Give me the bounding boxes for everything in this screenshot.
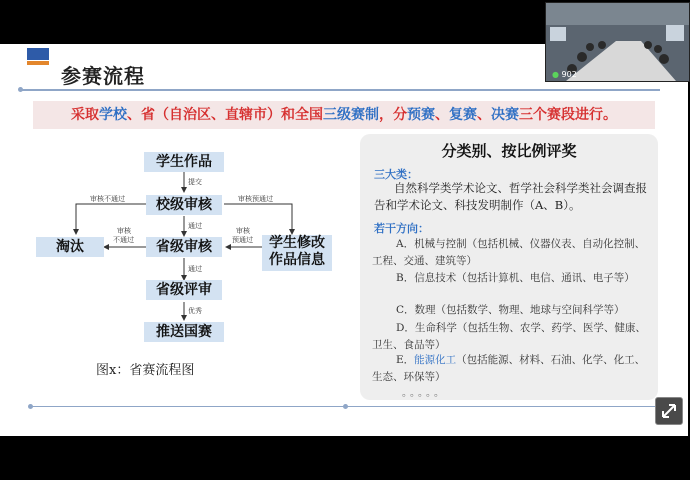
meeting-video-thumbnail[interactable] (545, 2, 690, 82)
banner-highlight-final: 决赛 (491, 107, 519, 123)
edge-label-school-pre-pass: 审核预通过 (238, 195, 273, 203)
edge-school-fail (76, 204, 146, 234)
banner-highlight-three-level: 三级赛制 (323, 107, 379, 123)
edge-label-province-fail-line2: 不通过 (113, 236, 134, 244)
banner-text: 、 (477, 107, 491, 123)
flowchart-caption: 图x：省赛流程图 (96, 363, 195, 378)
edge-label-province-pre-pass-line2: 预通过 (232, 236, 253, 244)
banner-text: 、省（自治区、直辖市）和全国 (127, 107, 323, 123)
banner-highlight-prelim: 预赛 (407, 107, 435, 123)
three-major-text: 自然科学类学术论文、哲学社会科学类社会调查报告和学术论文、科技发明制作（A、B）。 (374, 181, 647, 212)
three-major-heading: 三大类： (374, 168, 418, 181)
edge-label-school-fail: 审核不通过 (90, 195, 125, 203)
banner-text: 三个赛段进行。 (519, 107, 617, 123)
mic-icon: ● (552, 70, 559, 79)
presentation-slide (0, 44, 688, 436)
edge-label-excellent: 优秀 (188, 307, 202, 315)
participant-count-value: 902 (561, 70, 577, 79)
footer-divider-dot-left (28, 404, 33, 409)
edge-label-school-pass: 通过 (188, 222, 202, 230)
node-student-revise (262, 235, 332, 271)
direction-item-e-prefix: E． (396, 354, 415, 366)
directions-heading: 若干方向： (374, 222, 429, 235)
banner-text: ，分 (379, 107, 407, 123)
node-student-revise-line1: 学生修改 (269, 235, 325, 251)
direction-item-e (372, 352, 652, 386)
direction-item-a: A．机械与控制（包括机械、仪器仪表、自动化控制、工程、交通、建筑等） (372, 238, 646, 267)
banner-text: 、 (435, 107, 449, 123)
award-categories-panel (360, 134, 658, 400)
footer-divider-dot-mid (343, 404, 348, 409)
banner-text: 采取 (71, 107, 99, 123)
direction-item-b: B．信息技术（包括计算机、电信、通讯、电子等） (396, 272, 635, 284)
panel-title: 分类别、按比例评奖 (441, 142, 577, 160)
edge-label-province-fail-line1: 审核 (117, 227, 131, 235)
node-province-review: 省级审核 (146, 237, 222, 257)
direction-item-e-suffix: （包括能源、材料、石油、化学、化工、生态、环保等） (372, 354, 646, 383)
node-student-revise-line2: 作品信息 (269, 252, 325, 268)
edge-label-province-pass: 通过 (188, 265, 202, 273)
node-school-review: 校级审核 (146, 195, 222, 215)
expand-icon (656, 398, 682, 424)
node-eliminated: 淘汰 (36, 237, 104, 257)
ellipsis: 。。。。。 (402, 388, 447, 399)
banner-highlight-semifinal: 复赛 (449, 107, 477, 123)
node-province-judging: 省级评审 (146, 280, 222, 300)
edge-school-pre-pass (224, 204, 292, 234)
node-national-recommend: 推送国赛 (144, 322, 224, 342)
direction-item-e-highlight: 能源化工 (414, 354, 457, 366)
participant-count (552, 70, 577, 79)
node-student-work: 学生作品 (144, 152, 224, 172)
expand-button[interactable] (655, 397, 683, 425)
direction-item-c: C．数理（包括数学、物理、地球与空间科学等） (396, 304, 625, 316)
banner-highlight-school: 学校 (99, 107, 127, 123)
direction-item-d: D．生命科学（包括生物、农学、药学、医学、健康、卫生、食品等） (372, 322, 646, 351)
slide-title: 参赛流程 (61, 64, 145, 88)
edge-label-submit: 提交 (188, 178, 202, 186)
edge-label-province-pre-pass-line1: 审核 (236, 227, 250, 235)
